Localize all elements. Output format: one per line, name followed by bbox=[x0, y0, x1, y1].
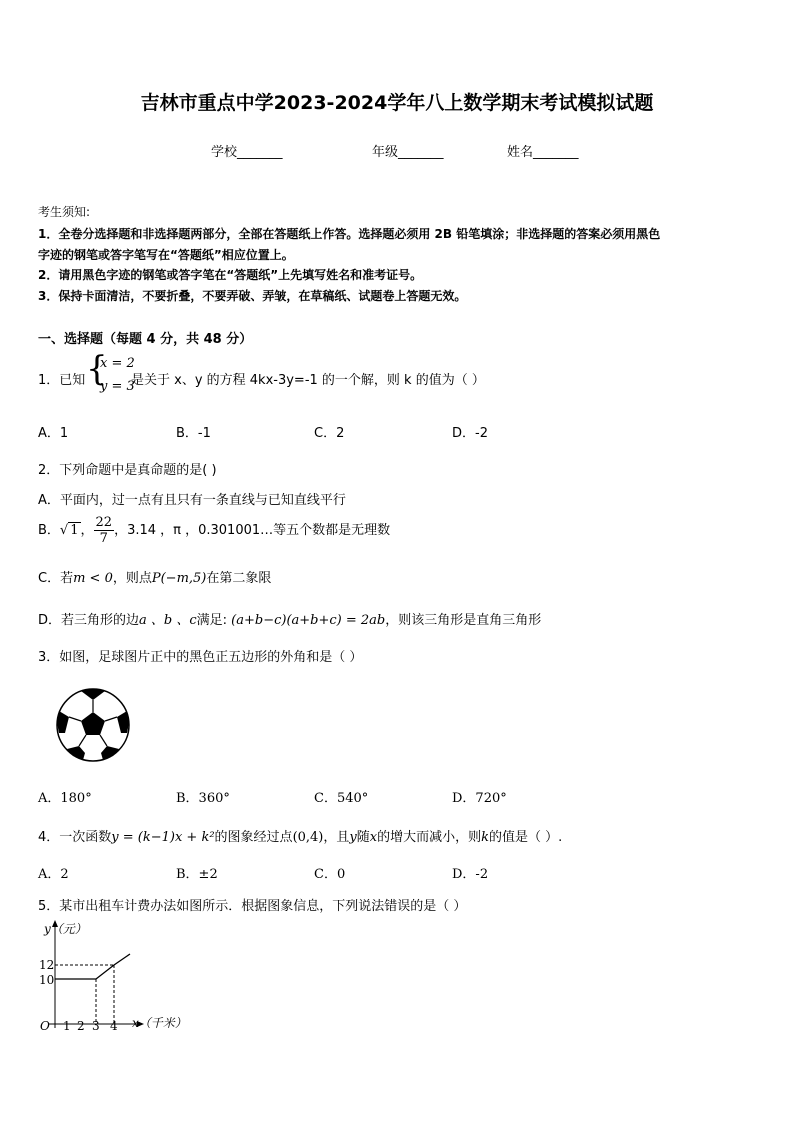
x-tick-3: 3 bbox=[92, 1019, 100, 1033]
q2-option-c bbox=[38, 567, 271, 586]
q4-mid-2: ，且 bbox=[323, 830, 350, 845]
x-tick-4: 4 bbox=[110, 1019, 118, 1033]
q4-suffix: 的值是（ ）. bbox=[489, 830, 563, 845]
q4-prefix: 4．一次函数 bbox=[38, 830, 112, 845]
q4-option-a: A．2 bbox=[38, 867, 69, 882]
q1-suffix: 是关于 x、y 的方程 4kx-3y=-1 的一个解，则 k 的值为（ ） bbox=[131, 373, 485, 388]
q2-c-prefix: C．若 bbox=[38, 571, 74, 586]
q3-option-a: A．180° bbox=[38, 791, 92, 806]
q2-option-d bbox=[38, 609, 541, 628]
q3-option-c: C．540° bbox=[314, 791, 369, 806]
notice-heading: 考生须知: bbox=[38, 205, 91, 219]
q1-option-b: B．-1 bbox=[176, 426, 211, 441]
q4-mid-4: 的增大而减小，则 bbox=[377, 830, 482, 845]
q3-option-d: D．720° bbox=[452, 791, 507, 806]
q1-option-a: A．1 bbox=[38, 426, 69, 441]
origin-label: O bbox=[40, 1019, 50, 1033]
q5-stem: 5．某市出租车计费办法如图所示．根据图象信息，下列说法错误的是（ ） bbox=[38, 899, 467, 914]
school-field: 学校_______ bbox=[211, 145, 283, 160]
q4-option-b: B．±2 bbox=[176, 867, 218, 882]
q2-option-a: A．平面内，过一点有且只有一条直线与已知直线平行 bbox=[38, 493, 346, 508]
q2-d-mid: 满足: bbox=[196, 613, 228, 628]
q2-c-suffix: 在第二象限 bbox=[206, 571, 272, 586]
q2-d-equation: (a+b−c)(a+b+c) = 2ab bbox=[231, 613, 386, 628]
q1-option-d: D．-2 bbox=[452, 426, 488, 441]
notice-line-1b: 字迹的钢笔或答字笔写在“答题纸”相应位置上。 bbox=[38, 248, 294, 262]
q2-c-condition: m < 0 bbox=[73, 571, 113, 586]
y-tick-10: 10 bbox=[39, 973, 55, 987]
q2-stem: 2．下列命题中是真命题的是( ) bbox=[38, 463, 217, 478]
section-heading: 一、选择题（每题 4 分，共 48 分） bbox=[38, 332, 253, 347]
q2-option-b: B．√ 1 ， $\frac{22}{7}$ ，3.14 ，π ，0.301001…等五个数都是无理数 bbox=[38, 515, 391, 546]
x-axis-label: x（千米） bbox=[132, 1016, 187, 1030]
q1-prefix: 1．已知 bbox=[38, 373, 86, 388]
sqrt-radicand: 1 bbox=[70, 523, 79, 538]
q4-stem bbox=[38, 826, 562, 845]
q2-c-point: P(−m,5) bbox=[151, 571, 207, 586]
grade-field: 年级_______ bbox=[372, 145, 444, 160]
q2-b-prefix: B． bbox=[38, 523, 60, 538]
q2-d-prefix: D．若三角形的边 bbox=[38, 613, 140, 628]
q2-d-vars: a 、b 、c bbox=[139, 613, 197, 628]
q4-option-d: D．-2 bbox=[452, 867, 489, 882]
q4-var-k: k bbox=[481, 830, 490, 845]
fraction-numerator: 22 bbox=[95, 515, 113, 530]
fare-line bbox=[55, 954, 130, 979]
notice-line-2: 2．请用黑色字迹的钢笔或答字笔在“答题纸”上先填写姓名和准考证号。 bbox=[38, 268, 423, 282]
fraction-denominator: 7 bbox=[99, 531, 108, 546]
q1-equation-2: y = 3 bbox=[100, 379, 135, 394]
q2-b-rest: ，3.14 ，π ，0.301001…等五个数都是无理数 bbox=[114, 523, 391, 538]
fraction-22-7 bbox=[94, 515, 115, 546]
notice-line-1a: 1．全卷分选择题和非选择题两部分，全部在答题纸上作答。选择题必须用 2B 铅笔填涂；非选择题的答案必须用黑色 bbox=[38, 227, 661, 241]
system-brace: { bbox=[86, 349, 108, 389]
q1-option-c: C．2 bbox=[314, 426, 345, 441]
q1-equation-1: x = 2 bbox=[100, 356, 135, 371]
q4-mid-1: 的图象经过点 bbox=[214, 830, 293, 845]
q4-var-y: y bbox=[349, 830, 357, 845]
notice-line-3: 3．保持卡面清洁，不要折叠，不要弄破、弄皱，在草稿纸、试题卷上答题无效。 bbox=[38, 289, 467, 303]
x-tick-1: 1 bbox=[63, 1019, 71, 1033]
q2-d-suffix: ，则该三角形是直角三角形 bbox=[385, 613, 542, 628]
name-field: 姓名_______ bbox=[507, 145, 579, 160]
soccer-ball-image bbox=[55, 687, 131, 763]
y-axis-label: y（元） bbox=[44, 922, 87, 936]
q4-option-c: C．0 bbox=[314, 867, 346, 882]
page-title: 吉林市重点中学2023-2024学年八上数学期末考试模拟试题 bbox=[140, 92, 654, 114]
x-tick-2: 2 bbox=[77, 1019, 85, 1033]
q4-point: (0,4) bbox=[292, 830, 324, 845]
q3-stem: 3．如图，足球图片正中的黑色正五边形的外角和是（ ） bbox=[38, 650, 363, 665]
taxi-fare-graph bbox=[30, 918, 195, 1040]
q4-mid-3: 随 bbox=[356, 830, 370, 845]
q2-c-mid: ，则点 bbox=[112, 571, 152, 586]
q4-var-x: x bbox=[369, 830, 378, 845]
q4-function: y = (k−1)x + k² bbox=[111, 830, 215, 845]
sqrt-one: √ 1 bbox=[59, 523, 79, 538]
y-tick-12: 12 bbox=[39, 958, 55, 972]
q3-option-b: B．360° bbox=[176, 791, 230, 806]
